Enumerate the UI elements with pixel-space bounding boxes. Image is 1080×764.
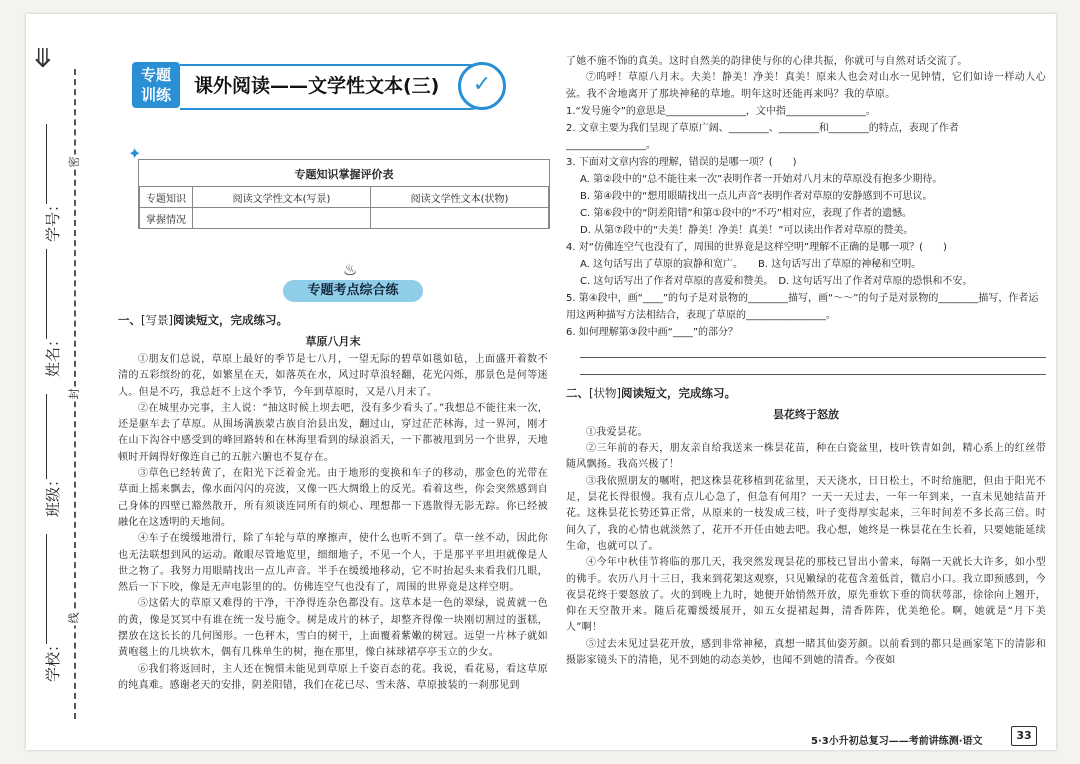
class-label: 班级： [44, 471, 63, 518]
evaluation-table-box [138, 159, 550, 229]
evaluation-table [139, 186, 549, 229]
section-2-heading [566, 385, 1046, 401]
name-label: 姓名： [44, 331, 63, 378]
page-header [98, 54, 538, 110]
question-3-option-d[interactable]: D. 从第⑦段中的“夫美！静美！净美！真美！”可以读出作者对草原的赞美。 [580, 224, 914, 236]
badge-line-2: 训练 [140, 86, 171, 104]
article-1-para: ⑥我们将返回时，主人还在惋惜未能见到草原上千姿百态的花。我说，看花易，看这草原的纯真难。感谢老天的安排，阴差阳错，我们在花已尽、雪未落、草原披装的一刹那见到 [118, 663, 548, 691]
section-1-number: 一、 [118, 313, 141, 327]
article-1-para-7: ⑦呜呼！草原八月末。夫美！静美！净美！真美！原来人也会对山水一见钟情，它们如诗一样动人心弦。我不舍地离开了那块神秘的草地。明年这时还能再来吗？我的草原。 [566, 72, 1046, 100]
school-field[interactable] [46, 534, 47, 644]
article-2-para: ①我爱昙花。 [586, 426, 648, 438]
article-2-title: 昙花终于怒放 [773, 407, 839, 421]
eval-col2: 阅读文学性文本(状物) [371, 187, 549, 208]
right-column [566, 54, 1046, 669]
page-number: 33 [1011, 726, 1037, 746]
answer-line[interactable] [580, 343, 1046, 358]
eval-row1-label: 专题知识 [140, 187, 193, 208]
article-1-para: ②在城里办完事，主人说：“抽这时候上坝去吧，没有多少看头了。”我想总不能往来一次，还是驱车去了草原。从围场满族蒙古族自治县出发，翻过山，穿过茫茫林海，过一界河，刚才在山下沟谷中感受到的峰回路转和在林海里看到的绿浪滔天，一下都被甩到另一个世界，天地顿时开阔得好像连自己的五脏六腑也不复存在。 [118, 402, 548, 463]
article-1-para: ④车子在缓缓地滑行，除了车轮与草的摩擦声，使什么也听不到了。草一丝不动，因此你也无法联想到风的运动。敞眼尽管地览里，细细地子，不见一个人，于是那平平坦坦就像是人世之物了。我努力用眼睛找出一点儿声音。半手在缓缓地移动，它不时抬起头来看我们几眼，然后一下下咬，像是无声电影里的的。仿佛连空气也没有了，周围的世界竟是这样空明。 [118, 533, 548, 594]
exam-page [26, 14, 1056, 750]
section-banner: 专题考点综合练 [283, 280, 423, 302]
question-3-option-b[interactable]: B. 第④段中的“想用眼睛找出一点儿声音”表明作者对草原的安静感到不可思议。 [580, 190, 933, 202]
clock-icon: ✓ [458, 62, 506, 110]
article-1-para: ⑤这偌大的草原又难得的干净，干净得连杂色都没有。这草本是一色的翠绿，说黄就一色的黄，像是冥冥中有谁在统一发号施令。树是成片的林子，却整齐得像一块刚切割过的蛋糕，摆放在这长长的几何图形。一色秤木，雪白的树干，上面覆着紫嫩的树冠。远望一片林子就如黄咆毯上的几块软木，偶有几株单生的树，拖在那里，像白袜球裙亭亭玉立的少女。 [118, 598, 548, 659]
left-column [98, 54, 548, 691]
class-field[interactable] [46, 394, 47, 479]
topic-badge [132, 62, 180, 108]
binding-margin [26, 14, 92, 750]
section-1-heading [118, 312, 548, 328]
eval-cell-2[interactable] [371, 208, 549, 229]
badge-line-1: 专题 [140, 66, 171, 84]
article-1-continued: 了她不施不饰的真美。这时自然美的韵律使与你的心律共振，你就可与自然对话交流了。 [566, 56, 968, 67]
eval-row2-label: 掌握情况 [140, 208, 193, 229]
page-footer: 5·3小升初总复习——考前讲练测·语文 [811, 736, 983, 747]
section-2-number: 二、 [566, 385, 589, 400]
name-field[interactable] [46, 249, 47, 339]
answer-line[interactable] [580, 360, 1046, 375]
article-2-para: ②三年前的春天，朋友亲自给我送来一株昙花苗，种在白瓷盆里，枝叶铁青如剑，精心系上的红丝带随风飘扬。我高兴极了！ [566, 443, 1046, 471]
question-1: 1.“发号施令”的意思是________________，文中指________________。 [566, 105, 876, 117]
article-2-para: ④今年中秋佳节将临的那几天，我突然发现昙花的那枝已冒出小蕾来，每隔一天就长大许多，如小型的佛手。农历八月十三日，我来到花架这观察，只见嫩绿的花苞含羞低首，微启小口。我立即预感到，今夜昙花终于要怒放了。火的到晚上九时，她便开始悄然开放，原先垂软下垂的筒状萼部，徐徐向上翘开，仰在天空散开来。随后花瓣缓缓展开，如五女提裙起舞，清香阵阵，优美绝伦。啊，她就是“月下美人”啊！ [566, 557, 1046, 634]
question-5: 5. 第④段中，画“____”的句子是对景物的________描写，画“～～”的句子是对景物的________描写，作者运用这两种描写方法相结合，表现了草原的________________。 [566, 292, 1039, 321]
question-4-options-cd[interactable]: C. 这句话写出了作者对草原的喜爱和赞美。 D. 这句话写出了作者对草原的恐惧和不安。 [580, 275, 973, 287]
question-3: 3. 下面对文章内容的理解，错误的是哪一项？( ) [566, 156, 797, 168]
article-2-para: ③我依照朋友的嘱咐，把这株昙花移植到花盆里，天天浇水，日日松土，不时给施肥，但由于阳光不足，昙花长得很慢。我有点儿心急了，但急有何用？一天一天过去，一年一年到来，一直未见她结苗开花。这株昙花长势还算正常，从原来的一枝发成三枝，叶子变得厚实起来，三年时间差不多长高三倍。时间久了，我的心情也就淡然了，花开不开任由她去吧。我心想，她终是一株昙花在生长着，只要她能延续生命，也就可以了。 [566, 475, 1046, 552]
section-2-tag: [状物] [589, 385, 621, 400]
line-mark: 线 [67, 612, 81, 624]
section-2-instruction: 阅读短文，完成练习。 [620, 385, 736, 400]
binding-clip-icon: ⤋ [32, 44, 54, 74]
seal-mark: 密 [67, 156, 81, 168]
pin-icon: ✦ [128, 144, 142, 163]
eval-col1: 阅读文学性文本(写景) [193, 187, 371, 208]
school-label: 学校： [44, 636, 63, 683]
evaluation-table-title: 专题知识掌握评价表 [294, 168, 394, 181]
question-2: 2. 文章主要为我们呈现了草原广阔、________、________和________的特点，表现了作者________________。 [566, 122, 959, 151]
article-1-para: ①朋友们总说，草原上最好的季节是七八月，一望无际的碧草如毯如毡，上面盛开着数不清的五彩缤纷的花，如繁星在天，如落英在水，风过时草浪轻翻，花光闪烁，那景色是何等迷人。但是不巧，我总赶不上这个季节，今年到草原时，又是八月末了。 [118, 354, 548, 398]
section-1 [118, 312, 548, 694]
student-id-field[interactable] [46, 124, 47, 204]
article-1-title: 草原八月末 [305, 335, 361, 348]
article-2-para: ⑤过去未见过昙花开放，感到非常神秘，真想一睹其仙姿芳颜。以前看到的都只是画家笔下的清影和摄影家镜头下的清艳，见不到她的动态美妙，也闻不到她的清香。今夜如 [566, 638, 1046, 667]
article-1-para: ③草色已经转黄了，在阳光下泛着金光。由于地形的变换和车子的移动，那金色的光带在草面上摇来飘去，像水面闪闪的亮波，又像一匹大绸缎上的反光。看着这些，你会突然感到自己身体的四壁已豁然散开，所有须谈连同所有的烦心、理想都一下逃散得无影无踪。你已经被融化在这透明的天地间。 [118, 468, 548, 528]
question-6: 6. 如何理解第③段中画“____”的部分？ [566, 326, 739, 338]
section-1-instruction: 阅读短文，完成练习。 [172, 313, 288, 327]
lamp-icon: ♨ [343, 260, 358, 279]
section-1-tag: [写景] [141, 313, 173, 327]
page-title: 课外阅读——文学性文本(三) [194, 75, 440, 97]
student-id-label: 学号： [44, 196, 63, 243]
question-3-option-c[interactable]: C. 第⑥段中的“阴差阳错”和第①段中的“不巧”相对应，表现了作者的遗憾。 [580, 207, 912, 219]
question-4-options-ab[interactable]: A. 这句话写出了草原的寂静和宽广。 B. 这句话写出了草原的神秘和空明。 [580, 258, 922, 270]
seal-mark-2: 封 [67, 388, 81, 400]
question-4: 4. 对“仿佛连空气也没有了，周围的世界竟是这样空明”理解不正确的是哪一项？( ) [566, 241, 947, 253]
question-3-option-a[interactable]: A. 第②段中的“总不能往来一次”表明作者一开始对八月末的草原没有抱多少期待。 [580, 173, 943, 185]
eval-cell-1[interactable] [193, 208, 371, 229]
